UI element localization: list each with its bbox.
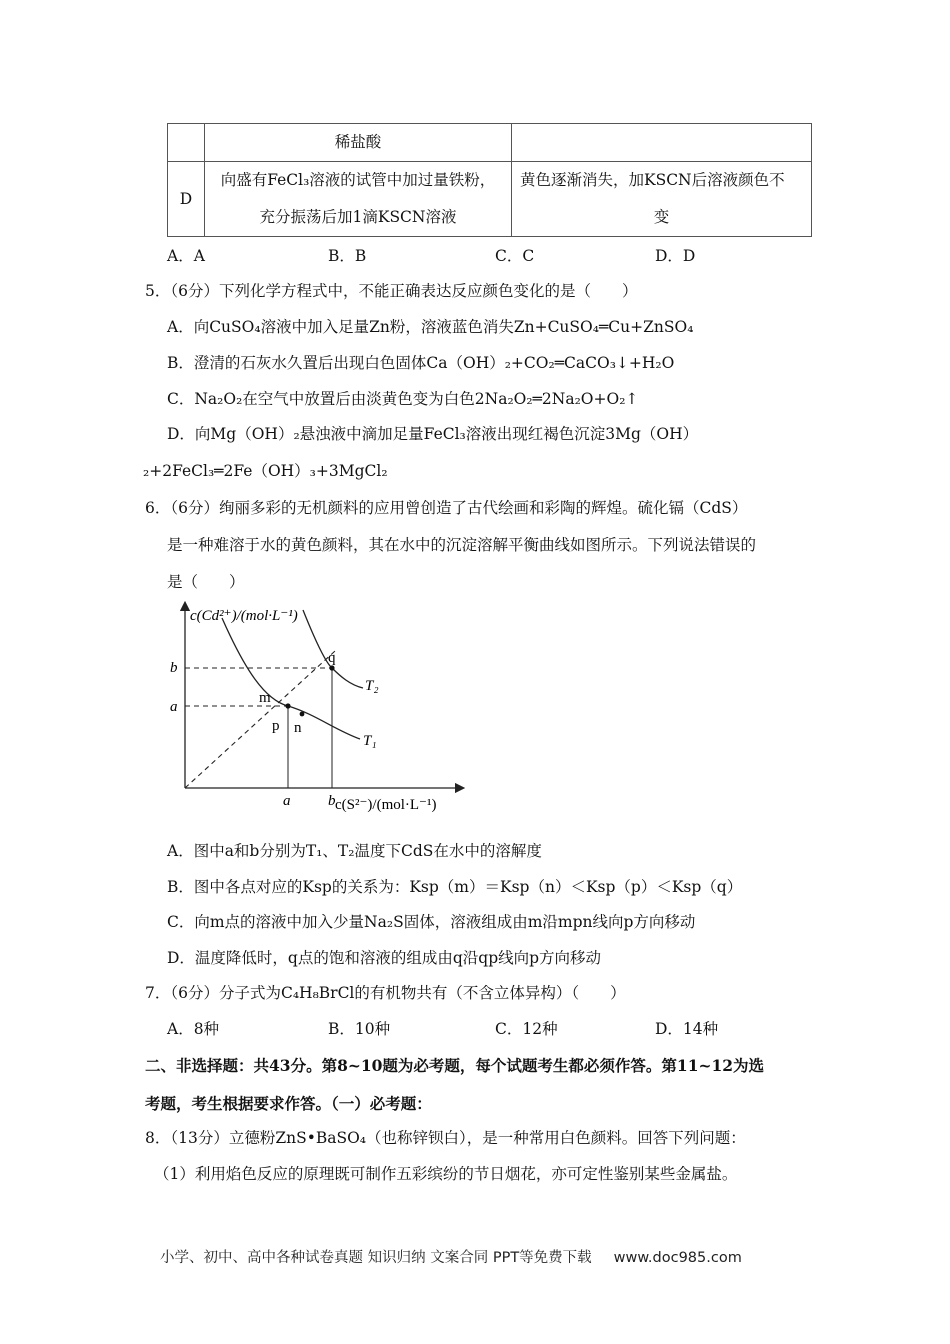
- curve-t1: [222, 618, 360, 739]
- table-row: [168, 162, 812, 237]
- table-cell-operation: [205, 162, 512, 237]
- q4-option-c: C．C: [495, 247, 535, 265]
- footer-url[interactable]: www.doc985.com: [613, 1250, 742, 1266]
- q6-stem-line2: 是一种难溶于水的黄色颜料，其在水中的沉淀溶解平衡曲线如图所示。下列说法错误的: [167, 536, 757, 554]
- q5-stem: 5．（6分）下列化学方程式中，不能正确表达反应颜色变化的是（ ）: [145, 282, 638, 300]
- y-tick-b: b: [170, 660, 178, 676]
- y-tick-a: a: [170, 699, 178, 715]
- label-q: q: [328, 650, 336, 666]
- phenomenon-line-1: 黄色逐渐消失，加KSCN后溶液颜色不: [520, 171, 785, 189]
- q4-option-b: B．B: [328, 247, 367, 265]
- q4-option-a: A．A: [167, 247, 205, 265]
- label-n: n: [294, 720, 302, 736]
- experiment-table: [167, 123, 812, 237]
- q6-stem-line3: 是（ ）: [167, 573, 245, 591]
- q6-option-c: C．向m点的溶液中加入少量Na₂S固体，溶液组成由m沿mpn线向p方向移动: [167, 913, 696, 931]
- label-p: p: [272, 718, 280, 734]
- operation-line-2: 充分振荡后加1滴KSCN溶液: [259, 208, 457, 226]
- table-row: [168, 124, 812, 162]
- cds-solubility-chart: [160, 600, 480, 820]
- label-t2: T₂: [365, 678, 379, 694]
- table-cell-operation: 稀盐酸: [205, 124, 512, 162]
- x-tick-b: b: [328, 793, 336, 809]
- q7-option-c: C．12种: [495, 1020, 558, 1038]
- q6-option-b: B．图中各点对应的Ksp的关系为：Ksp（m）＝Ksp（n）＜Ksp（p）＜Ksp（q）: [167, 878, 743, 896]
- footer-text: 小学、初中、高中各种试卷真题 知识归纳 文案合同 PPT等免费下载: [160, 1250, 592, 1266]
- q5-option-b: B．澄清的石灰水久置后出现白色固体Ca（OH）₂+CO₂═CaCO₃↓+H₂O: [167, 354, 675, 372]
- point-q: [329, 665, 334, 670]
- x-tick-a: a: [283, 793, 291, 809]
- x-axis-label: c(S²⁻)/(mol·L⁻¹): [335, 797, 437, 813]
- q8-stem: 8．（13分）立德粉ZnS•BaSO₄（也称锌钡白），是一种常用白色颜料。回答下列问题：: [145, 1129, 746, 1147]
- q5-option-a: A．向CuSO₄溶液中加入足量Zn粉，溶液蓝色消失Zn+CuSO₄═Cu+ZnSO₄: [167, 318, 694, 336]
- curve-t2: [303, 610, 363, 688]
- table-cell-phenomenon: [512, 124, 812, 162]
- q8-sub1: （1）利用焰色反应的原理既可制作五彩缤纷的节日烟花，亦可定性鉴别某些金属盐。: [154, 1165, 738, 1183]
- section2-heading-line2: 考题，考生根据要求作答。（一）必考题：: [145, 1094, 432, 1113]
- table-cell-label: D: [168, 162, 205, 237]
- label-t1: T₁: [363, 733, 377, 749]
- q7-option-a: A．8种: [167, 1020, 220, 1038]
- q7-option-b: B．10种: [328, 1020, 391, 1038]
- point-n: [300, 712, 305, 717]
- q6-option-d: D．温度降低时，q点的饱和溶液的组成由q沿qp线向p方向移动: [167, 949, 602, 967]
- q5-option-d-line2: ₂+2FeCl₃═2Fe（OH）₃+3MgCl₂: [143, 462, 388, 480]
- phenomenon-line-2: 变: [653, 208, 670, 226]
- q7-stem: 7．（6分）分子式为C₄H₈BrCl的有机物共有（不含立体异构）（ ）: [145, 984, 626, 1002]
- q6-option-a: A．图中a和b分别为T₁、T₂温度下CdS在水中的溶解度: [167, 842, 542, 860]
- page-footer: [160, 1246, 742, 1267]
- operation-line-1: 向盛有FeCl₃溶液的试管中加过量铁粉，: [220, 171, 496, 189]
- label-m: m: [259, 690, 271, 706]
- table-cell-phenomenon: [512, 162, 812, 237]
- diagonal-dashed-line: [185, 651, 335, 788]
- q6-stem-line1: 6．（6分）绚丽多彩的无机颜料的应用曾创造了古代绘画和彩陶的辉煌。硫化镉（CdS）: [145, 499, 748, 517]
- q7-option-d: D．14种: [655, 1020, 719, 1038]
- y-axis-label: c(Cd²⁺)/(mol·L⁻¹): [190, 608, 298, 624]
- q5-option-d-line1: D．向Mg（OH）₂悬浊液中滴加足量FeCl₃溶液出现红褐色沉淀3Mg（OH）: [167, 425, 699, 443]
- q4-option-d: D．D: [655, 247, 696, 265]
- q5-option-c: C．Na₂O₂在空气中放置后由淡黄色变为白色2Na₂O₂═2Na₂O+O₂↑: [167, 390, 639, 408]
- table-cell-label: [168, 124, 205, 162]
- point-m: [285, 703, 290, 708]
- section2-heading-line1: 二、非选择题：共43分。第8~10题为必考题，每个试题考生都必须作答。第11~12为选: [145, 1056, 765, 1075]
